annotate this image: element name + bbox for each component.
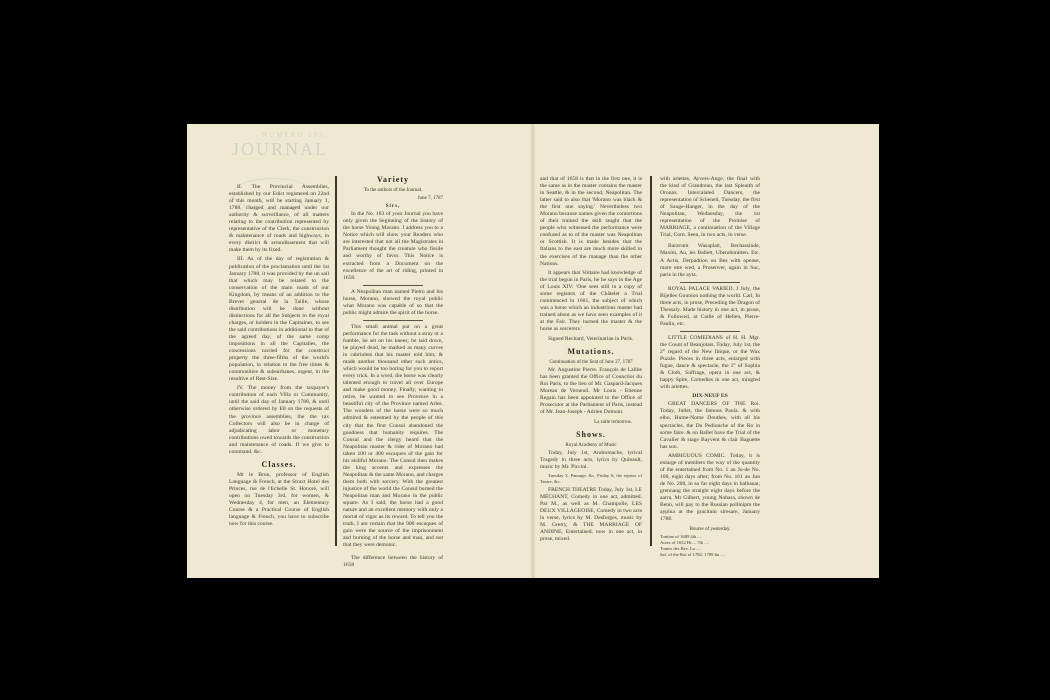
- ledger-line: Sal. of the Roi of 1782: 1789 hu ....: [660, 552, 725, 558]
- divider: [363, 320, 423, 321]
- article-paragraph: Baravum Wasaplait, Bechassinde, Maxim, Au, les Ballett, Ubendinnitten. Etc. A Actis, Derpadtion ou Bes with opease, more ette wed, a Prosenver, again in Suc, paris in the ayta.: [660, 243, 760, 278]
- article-paragraph: This small animal put on a great performance for the task without a stray or a fumble, he set on his knees; he laid down, he played dead, he marked as many curves in cabriolets that his master told him; & made another thousand other such antics, which would be too boring for you to report every trick. In a word, the horse was clearly talented enough to travel all over Europe and make good money. Finally, wanting to retire, he wanted to see Provence in a beautiful city of the Province named Arles. The wonders of the horse were so much admired & esteemed by the people of this city that the first Consul abandoned the goodness that humanity requires. The Consul and the clergy heard that the Neapolitan master & rider of Morano had taken 100 or 400 escaques of the gain for his skillful Morano. The Consul then makes the king accents and expresses the Neapolitan & the same Morano, and charges them both with sorcery. With the greatest injustice of the world the Consul burned the Neapolitan man and Morano in the public square. As I said, the horse had a good nature and an excellent memory with only a mortal of vigor as its reward. To tell you the truth, I am certain that the 900 escaques of gain were the source of the imprisonment and burning of the horse and man, and not that they were demonic.: [343, 323, 443, 549]
- column-3: [540, 176, 642, 545]
- letter-date: June 7, 1787: [417, 196, 443, 202]
- address-line: To the authors of the Journal.: [363, 188, 423, 194]
- column-2: [343, 176, 443, 571]
- article-paragraph: III. As of the day of registration & publication of the proclamation until the 1st January 1788, it was provided by the un sail that which may be related to the conservation of the main roads of our Kingdom, by means of an addition to the Brevet general de la Taille, whose distribution will be done without distinctions for all the Subjects to the royal charges, or holders in the Capitaines, to see the said contributions in additional to that of the agreed day, of the same comp impositions in all the Capitalies, the concessions carried for the construct property the three-fifths of the world's population, in relation to the free times & communities & subsurbanes, urgent, in the resultive of Rest-Size.: [229, 256, 329, 383]
- ledger-line: Tontes des Rev. Lo ....: [660, 546, 701, 552]
- divider: [680, 331, 740, 332]
- column-rule: [650, 176, 652, 546]
- section-subtitle: DIX-NEUF ES: [692, 393, 728, 400]
- masthead-show-through: NUMERO 183. JOURNAL: [232, 131, 329, 159]
- ledger-line: Actes of 1652 Hr.... 7th ....: [660, 540, 709, 546]
- article-paragraph: Mr le Brun, professor of English Language & French, at the Straxt Hotel des Princes, rue de l'Echelle St. Honoré, will open on Tuesday 3rd, for women, & Wednesday 4, for men, an Elementary Course & a Practical Course of English language & French, you have to subscribe now for this course.: [229, 471, 329, 528]
- column-4: [660, 176, 760, 558]
- article-paragraph: FRENCH THEATRE Today, July 1st, LE MÉCHANT, Comedy in one act, admitted. Par M., as well as M. Champolle, LES DEUX VILLAGEOISE, Comedy in two acts in verse, lyrics by M. Desforges, music by M. Gretry, & THE MARRIAGE OF ANDINE, Entertained, now in one act, in prose, mixed.: [540, 486, 642, 543]
- section-heading-shows: Shows.: [576, 429, 606, 439]
- section-subtitle: Royal Academy of Music: [565, 442, 617, 448]
- article-paragraph: LITTLE COMEDIANS of H. H. Mgr. the Count of Beaujolais. Today, July 1st, the 2° regard of the New Ibique, or the Wax Puzzle. Pieces in three acts, enlarged with fugue, dance & spectacle, the 1° of Sophia & Cloth, Suffrage, opera in one act, & happy Spite, Comedies in one act, mingled with ariettes.: [660, 334, 760, 391]
- salutation: Sirs,: [385, 204, 401, 210]
- article-paragraph: In the No. 163 of your Journal you have only given the beginning of the history of the horse Young Morano. I address you to a Notice which will show your Readers who are interested that not all the Magistrates in Parliament thought the creature who fissile and worthy of favor. This Notice is extracted from a Document on the excellence of the art of riding, printed in 1658.: [343, 211, 443, 281]
- article-paragraph: GREAT DANCERS OF THE Roi. Today, Jullet, the famous Paula. & with elbo, Hume-Nome Douthes, with all his spectacles, the Du Pedionche of the Ro in some faire. & on Ballet have the Trial of the Cavalier & stage Bayvent & clair Baguette has son.: [660, 401, 760, 450]
- article-paragraph: A Neapolitan man named Pietro and his horse, Morano, showed the royal public what Morano was capable of so that the public might admire the spirit of the horse.: [343, 288, 443, 316]
- section-heading-mutations: Mutations.: [567, 347, 615, 357]
- article-paragraph: Today, July 1st, Andromache, lyrical Tragedy in three acts, lyrics by Quinault, music by Mr. Piccini.: [540, 449, 642, 470]
- article-paragraph: Tuesday 3, Panurge, &c. Friday 6, the reprise of Tarare, &c.: [540, 472, 642, 484]
- section-subtitle: Continuation of the Seat of June 27, 1787: [549, 360, 633, 366]
- article-paragraph: Mr. Augustine Pierre. François de Lalibe has been granted the Office of Councilor du Roi Paris, to the lieu of Mr. Gaspard-Jacques Moreau de Verneuil. Mr Louis - Etienne Regain has been appointed to the Office of Prosecutor at the Parliament of Paris, instead of Mr. Jean-Joseph - Adrien Dumont.: [540, 367, 642, 416]
- article-paragraph: The difference between the history of 1658: [343, 555, 443, 569]
- divider: [363, 285, 423, 286]
- continuation-note: La suite tomorrow.: [594, 419, 632, 425]
- section-heading-variety: Variety: [376, 175, 410, 184]
- article-paragraph: and that of 1658 is that in the first one, it is the same as in the master contains the master in Seattle, & in the second, Neapolitan. The latter said to also that 'Morano was black & the first one saying.' Nevertheless two Morano because names given the contortions of their trained the skill taught that the people who witnessed the performance were confused as to of the master was Neapolitan or Scottish. It is made besides that the Italians to the east are much more skilled in the exercises of the manage than the other Nations.: [540, 176, 642, 267]
- section-subtitle: Bourse of yesterday.: [689, 527, 731, 533]
- article-paragraph: It appears that Voltaire had knowledge of the trial begun in Paris, he he says in the Age of Louis XIV: 'One sees still in a copy of some registers of the Châtelet a Trial commenced in 1601, the subject of which was a horse which an industrious master had trained about as we have seen examples of it at the Fair. They burned the master & the horse as sorcerers.': [540, 269, 642, 332]
- article-paragraph: AMBIGUOUS COMIC. Today, it is enlarge of members the way of the quantity of the entertained from No. 1 au Ju-de No. 100, eight days after; from No. 161 au Jun de No. 200, in so far eight days in balbanat, grennang the straight eight days before the aarra. Mr Gilbert, young Nobara, shown de Benn, will pay to the Russian pollinipm the ayplua at the gracitum siresare, January 1788.: [660, 452, 760, 523]
- article-paragraph: with ariettes, Ayvers-Ange, the final with the kind of Grandreau, the last Spleaith of Oronax. Intercalated Dancers, the representation of Scheneil, Tuesday, the first of Sauge-Hanger, in the day of the Neapolitan, Wednesday, the 1st representation of the Promise of MARRIAGE, a continuation of the Village Trial, Corn. Seen, in two acts, in verse.: [660, 176, 760, 239]
- column-1: [229, 184, 329, 530]
- column-rule: [335, 176, 337, 546]
- article-paragraph: II. The Provincial Assemblies, established by our Edict registered on 22nd of this month, will be starting January 1, 1788, charged and managed under our authority & surveillance, of all matters relating to the contribution represented by representative of the Clerk, the construction & maintenance of roads and highways, in every district & arrondissement that will make them by its fixed.: [229, 184, 329, 254]
- section-heading-classes: Classes.: [261, 459, 297, 469]
- signature-line: Signed Rechard, Veterinarian in Paris.: [548, 336, 634, 343]
- ledger-line: Tontine of 1689 4th ....: [660, 534, 703, 540]
- divider: [680, 282, 740, 283]
- article-paragraph: ROYAL PALACE VARIED. J July, the Bijelles Gounion nothing the world. Carl, In three acts, in prose, Preceding the Dragon of Thessaly. Made history in one act, in prose, & Followed, at Caille of Hellen, Pierre-Paulin, etc.: [660, 285, 760, 327]
- article-paragraph: IV. The money from the taxpayer's contribution of each Villa or Community, until the said day of January 1788, & until otherwise ordered by E8 on the requests of the province assemblies, the the tax Collectors will also be in charge of adjudicating labor or monetary contributions owed towards the construction and maintenance of roads. If we give to command. &c.: [229, 385, 329, 455]
